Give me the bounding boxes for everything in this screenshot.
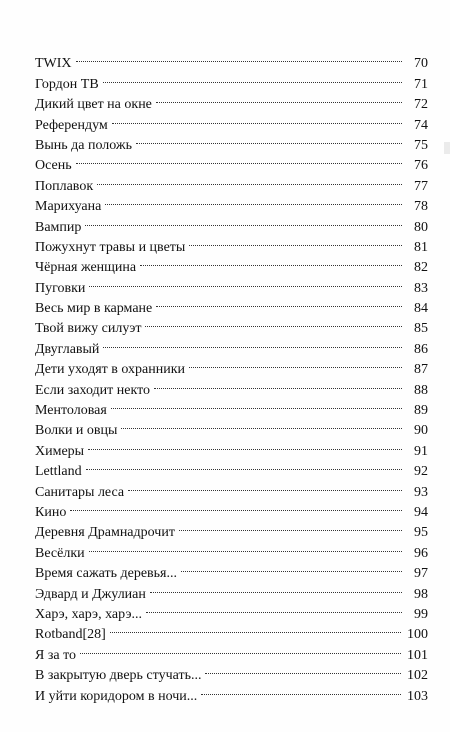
- toc-entry-title: Твой вижу силуэт: [35, 321, 142, 337]
- toc-entry: [35, 149, 428, 174]
- toc-entry-page-number: 92: [414, 464, 428, 480]
- dot-leader: [205, 659, 401, 679]
- toc-entry-page-number: 76: [414, 158, 428, 174]
- toc-entry-title: Вампир: [35, 219, 82, 235]
- toc-entry-page-number: 89: [414, 403, 428, 419]
- dot-leader: [156, 88, 402, 108]
- toc-entry-title: Весь мир в кармане: [35, 301, 153, 317]
- dot-leader: [80, 638, 401, 658]
- dot-leader: [189, 231, 402, 251]
- dot-leader: [89, 271, 402, 291]
- toc-entry-title: Вынь да положь: [35, 137, 132, 153]
- dot-leader: [145, 312, 402, 332]
- toc-entry: [35, 638, 428, 663]
- toc-entry-title: В закрытую дверь стучать...: [35, 668, 202, 684]
- toc-entry: [35, 536, 428, 561]
- toc-entry-title: Дети уходят в охранники: [35, 362, 186, 378]
- toc-entry-page-number: 81: [414, 239, 428, 255]
- toc-entry-page-number: 72: [414, 97, 428, 113]
- toc-entry-page-number: 85: [414, 321, 428, 337]
- toc-entry-title: Химеры: [35, 443, 85, 459]
- toc-entry-page-number: 102: [407, 668, 428, 684]
- toc-entry-page-number: 74: [414, 117, 428, 133]
- toc-entry-title: Дикий цвет на окне: [35, 97, 152, 113]
- dot-leader: [136, 129, 402, 149]
- toc-entry-page-number: 97: [414, 566, 428, 582]
- toc-entry-page-number: 82: [414, 260, 428, 276]
- toc-entry-title: Если заходит некто: [35, 382, 151, 398]
- dot-leader: [76, 47, 402, 67]
- toc-entry-page-number: 99: [414, 606, 428, 622]
- toc-entry-title: Марихуана: [35, 199, 102, 215]
- toc-entry-title: Волки и овцы: [35, 423, 118, 439]
- dot-leader: [103, 67, 402, 87]
- dot-leader: [85, 210, 402, 230]
- dot-leader: [181, 557, 402, 577]
- toc-entry-title: Lettland: [35, 464, 82, 480]
- toc-entry-page-number: 98: [414, 586, 428, 602]
- toc-entry-page-number: 83: [414, 280, 428, 296]
- dot-leader: [128, 475, 402, 495]
- dot-leader: [150, 577, 402, 597]
- toc-entry-title: Харэ, харэ, харэ...: [35, 606, 142, 622]
- toc-entry: [35, 557, 428, 582]
- dot-leader: [156, 292, 402, 312]
- toc-entry-title: Rotband[28]: [35, 627, 106, 643]
- toc-entry-title: Кино: [35, 504, 67, 520]
- toc-entry-title: Весёлки: [35, 545, 85, 561]
- toc-entry-page-number: 88: [414, 382, 428, 398]
- toc-entry-page-number: 95: [414, 525, 428, 541]
- page-edge-shadow: [444, 142, 450, 154]
- toc-entry: [35, 475, 428, 500]
- dot-leader: [86, 455, 402, 475]
- toc-entry-page-number: 86: [414, 341, 428, 357]
- toc-entry-title: Санитары леса: [35, 484, 125, 500]
- dot-leader: [88, 434, 402, 454]
- toc-entry-title: Гордон ТВ: [35, 76, 99, 92]
- toc-entry-page-number: 90: [414, 423, 428, 439]
- toc-entry-page-number: 70: [414, 56, 428, 72]
- toc-entry-title: Референдум: [35, 117, 108, 133]
- dot-leader: [146, 598, 402, 618]
- dot-leader: [105, 190, 402, 210]
- toc-entry-page-number: 87: [414, 362, 428, 378]
- toc-entry: [35, 231, 428, 255]
- dot-leader: [179, 516, 402, 536]
- dot-leader: [103, 332, 402, 352]
- dot-leader: [112, 108, 402, 128]
- toc-entry-page-number: 84: [414, 301, 428, 317]
- toc-entry-page-number: 93: [414, 484, 428, 500]
- dot-leader: [111, 394, 402, 414]
- toc-entry-title: Чёрная женщина: [35, 260, 137, 276]
- toc-entry: [35, 496, 428, 520]
- toc-entry-title: Пожухнут травы и цветы: [35, 239, 186, 255]
- toc-entry: [35, 292, 428, 317]
- toc-entry-title: Осень: [35, 158, 72, 174]
- toc-entry-title: Ментоловая: [35, 403, 107, 419]
- toc-entry-title: Деревня Драмнадрочит: [35, 525, 175, 541]
- toc-entry-title: TWIX: [35, 56, 72, 72]
- dot-leader: [89, 536, 402, 556]
- toc-entry-title: Двуглавый: [35, 341, 100, 357]
- toc-entry: [35, 47, 428, 72]
- dot-leader: [110, 618, 401, 638]
- toc-entry-page-number: 77: [414, 178, 428, 194]
- toc-entry: [35, 659, 428, 684]
- toc-entry-page-number: 80: [414, 219, 428, 235]
- toc-entry-title: Эдвард и Джулиан: [35, 586, 146, 602]
- toc-entry-page-number: 71: [414, 76, 428, 92]
- dot-leader: [121, 414, 402, 434]
- dot-leader: [97, 169, 402, 189]
- toc-entry: [35, 434, 428, 459]
- toc-entry-page-number: 91: [414, 443, 428, 459]
- toc-entry: [35, 169, 428, 194]
- toc-entry-title: Время сажать деревья...: [35, 566, 177, 582]
- toc-entry-page-number: 94: [414, 504, 428, 520]
- dot-leader: [201, 679, 401, 699]
- toc-entry: [35, 210, 428, 235]
- table-of-contents: [35, 47, 428, 704]
- toc-entry-page-number: 100: [407, 627, 428, 643]
- dot-leader: [76, 149, 402, 169]
- toc-entry-page-number: 96: [414, 545, 428, 561]
- dot-leader: [154, 373, 402, 393]
- toc-entry: [35, 271, 428, 296]
- toc-entry-title: Поплавок: [35, 178, 94, 194]
- toc-entry-page-number: 75: [414, 137, 428, 153]
- toc-entry-page-number: 101: [407, 647, 428, 663]
- toc-entry: [35, 67, 428, 92]
- toc-entry: [35, 455, 428, 480]
- toc-entry-page-number: 78: [414, 199, 428, 215]
- toc-entry-title: И уйти коридором в ночи...: [35, 688, 198, 704]
- toc-entry: [35, 516, 428, 541]
- dot-leader: [140, 251, 402, 271]
- toc-entry-title: Пуговки: [35, 280, 86, 296]
- dot-leader: [189, 353, 402, 373]
- dot-leader: [70, 496, 402, 516]
- toc-entry-page-number: 103: [407, 688, 428, 704]
- toc-entry-title: Я за то: [35, 647, 77, 663]
